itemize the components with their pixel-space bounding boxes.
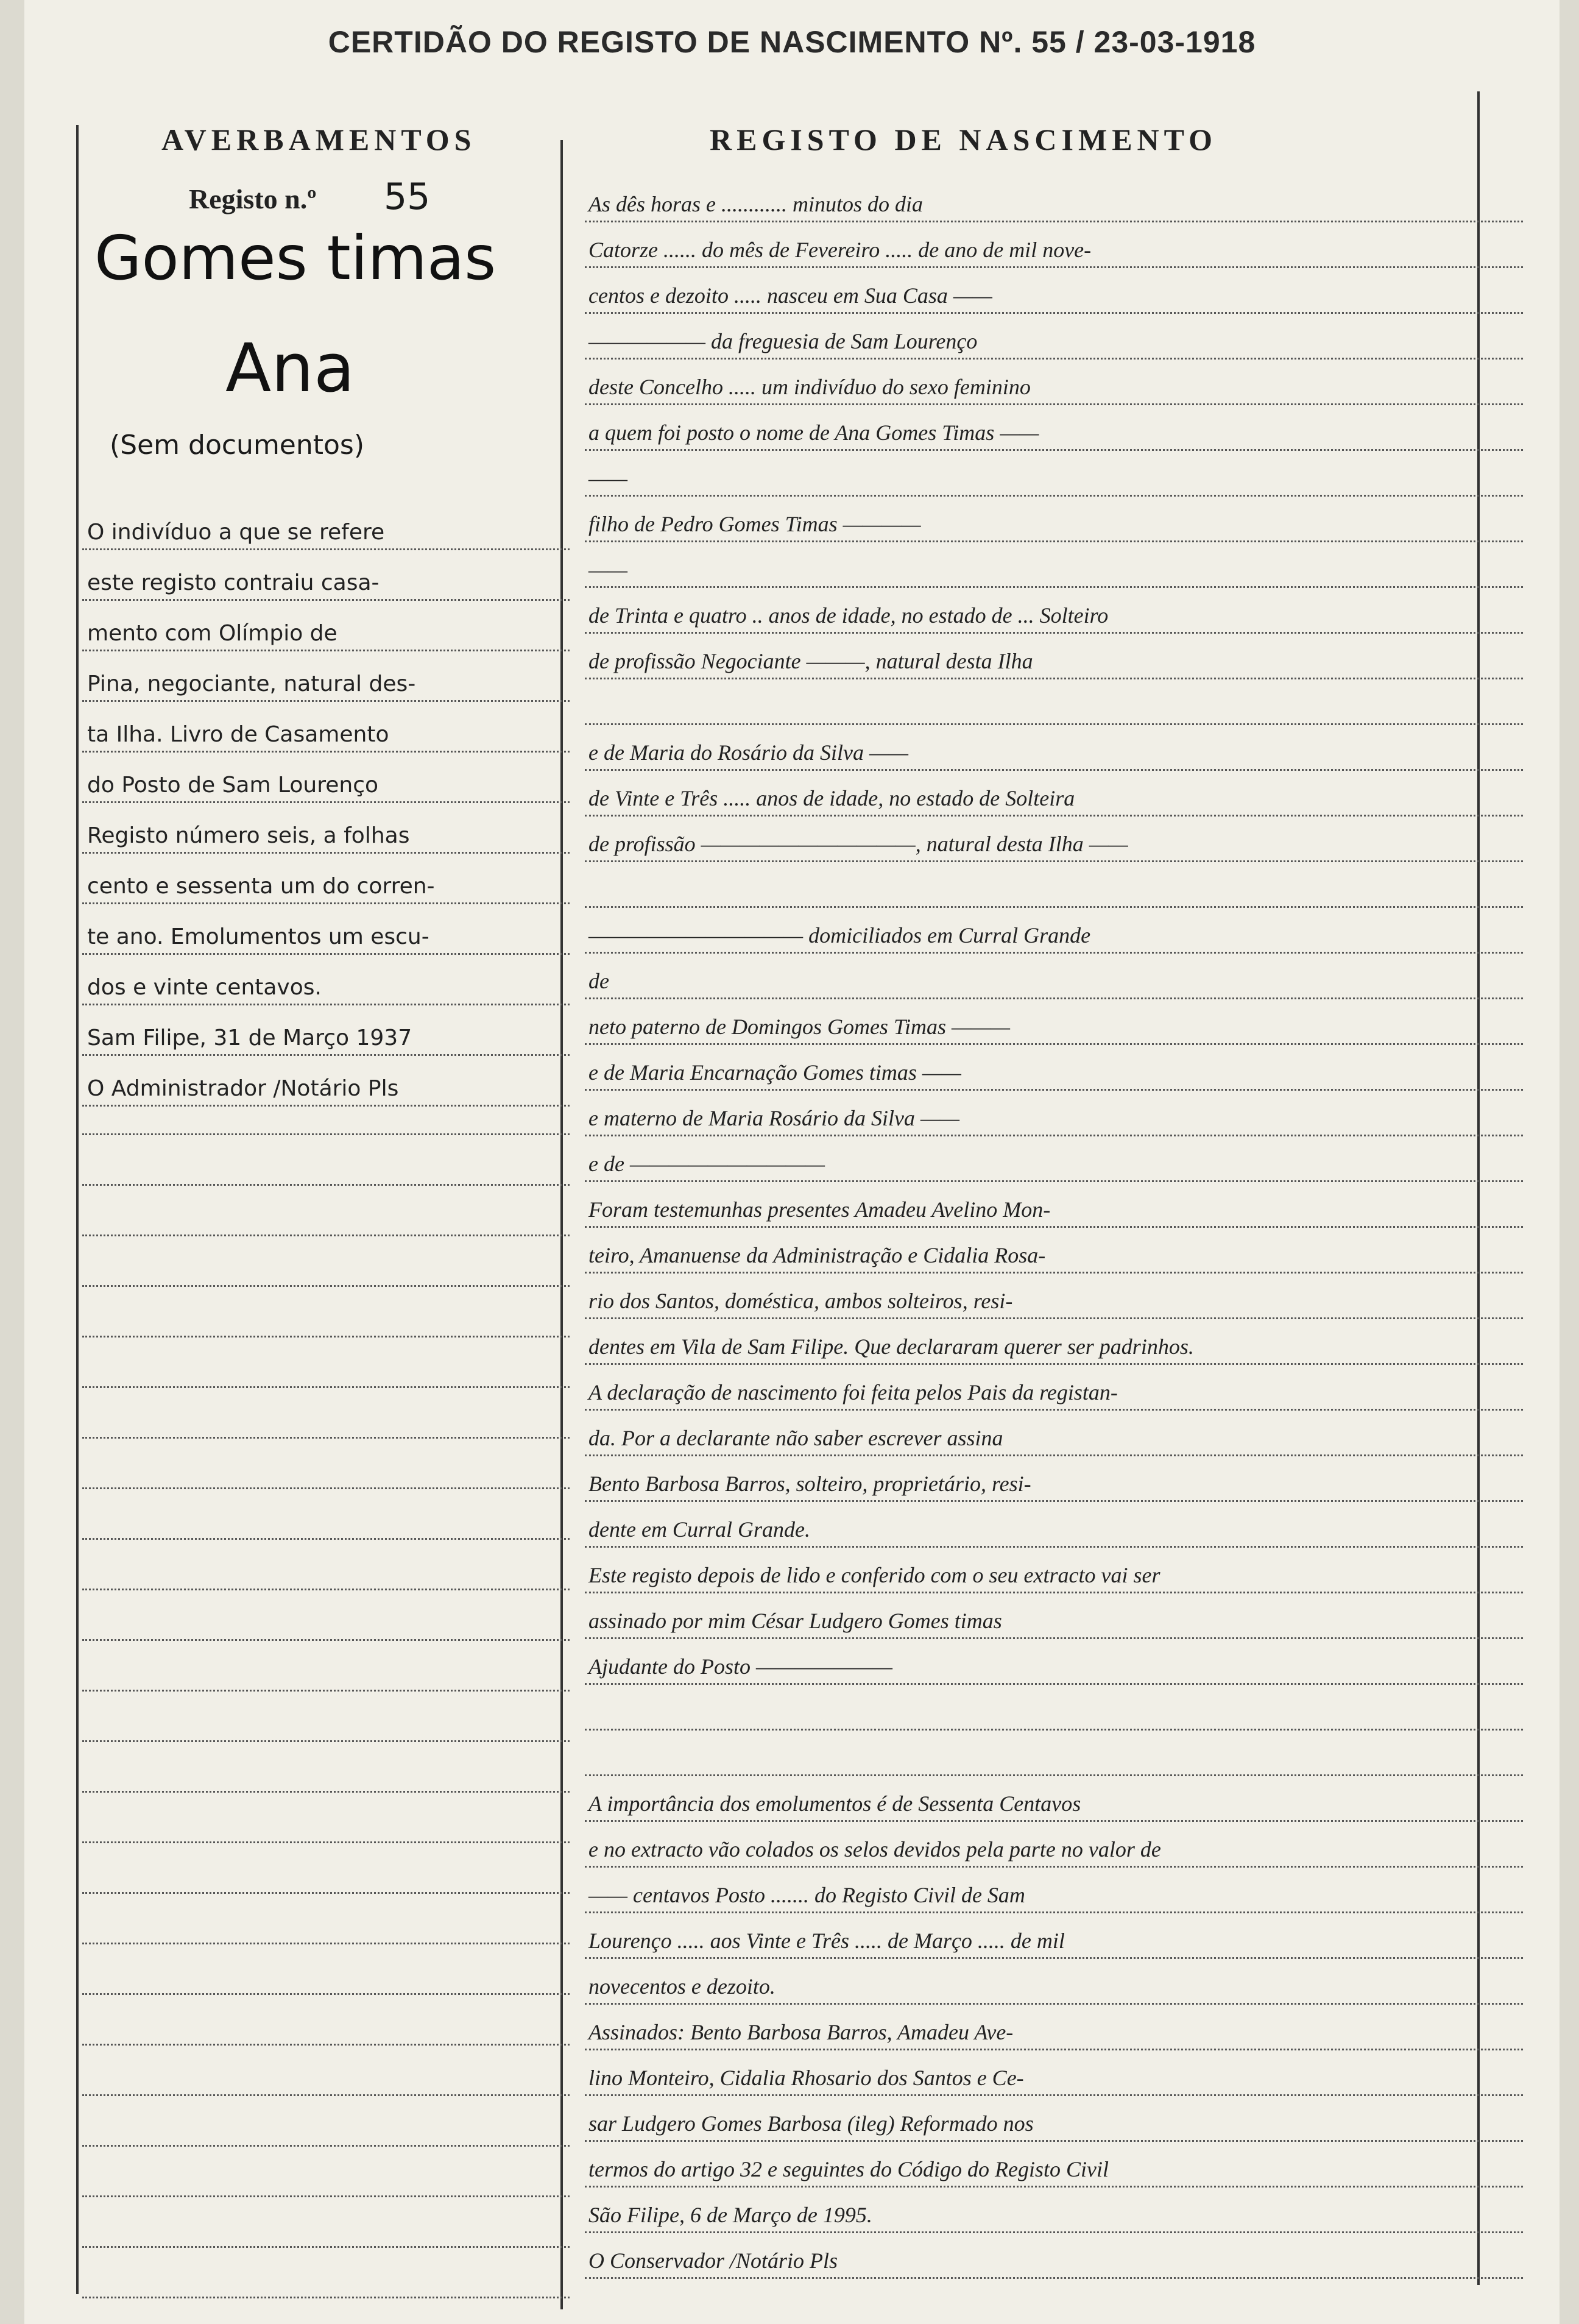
register-line: rio dos Santos, doméstica, ambos solteiros, resi- (585, 1274, 1523, 1319)
blank-line (82, 2096, 570, 2147)
averbamento-line: este registo contraiu casa- (82, 550, 570, 601)
blank-line (82, 1742, 570, 1793)
certificate-page (24, 0, 1560, 2324)
blank-line (82, 2147, 570, 2197)
blank-line (82, 1489, 570, 1540)
registo-number-value: 55 (384, 175, 431, 218)
register-line: —————— da freguesia de Sam Lourenço (585, 314, 1523, 360)
register-line: e no extracto vão colados os selos devidos pela parte no valor de (585, 1822, 1523, 1868)
register-line: assinado por mim César Ludgero Gomes timas (585, 1593, 1523, 1639)
register-line: deste Concelho ..... um indivíduo do sexo feminino (585, 360, 1523, 405)
register-line: de Trinta e quatro .. anos de idade, no estado de ... Solteiro (585, 588, 1523, 634)
register-line: Este registo depois de lido e conferido com o seu extracto vai ser (585, 1548, 1523, 1593)
averbamento-line: cento e sessenta um do corren- (82, 854, 570, 904)
register-line: —— centavos Posto ....... do Registo Civil de Sam (585, 1868, 1523, 1913)
register-line: ——————————— domiciliados em Curral Grande (585, 908, 1523, 954)
register-line: filho de Pedro Gomes Timas ———— (585, 497, 1523, 542)
register-line: Bento Barbosa Barros, solteiro, proprietário, resi- (585, 1456, 1523, 1502)
register-line: da. Por a declarante não saber escrever assina (585, 1411, 1523, 1456)
averbamento-line: te ano. Emolumentos um escu- (82, 904, 570, 955)
register-line: A declaração de nascimento foi feita pelos Pais da registan- (585, 1365, 1523, 1411)
register-line: O Conservador /Notário Pls (585, 2233, 1523, 2279)
register-line: centos e dezoito ..... nasceu em Sua Casa —— (585, 268, 1523, 314)
register-line: Ajudante do Posto ——————— (585, 1639, 1523, 1685)
averbamento-line: dos e vinte centavos. (82, 955, 570, 1005)
averbamento-line: O indivíduo a que se refere (82, 500, 570, 550)
blank-line (82, 1135, 570, 1186)
averbamento-line: do Posto de Sam Lourenço (82, 753, 570, 803)
register-line: As dês horas e ............ minutos do dia (585, 177, 1523, 222)
register-line: dente em Curral Grande. (585, 1502, 1523, 1548)
register-line: A importância dos emolumentos é de Sessenta Centavos (585, 1776, 1523, 1822)
register-line: —— (585, 451, 1523, 497)
register-line: a quem foi posto o nome de Ana Gomes Timas —— (585, 405, 1523, 451)
blank-line (82, 1337, 570, 1388)
register-line: dentes em Vila de Sam Filipe. Que declararam querer ser padrinhos. (585, 1319, 1523, 1365)
blank-line (82, 1186, 570, 1236)
register-line (585, 679, 1523, 725)
register-line: de profissão ———————————, natural desta Ilha —— (585, 817, 1523, 862)
blank-line (82, 2248, 570, 2298)
register-line: Assinados: Bento Barbosa Barros, Amadeu Ave- (585, 2005, 1523, 2050)
register-line (585, 862, 1523, 908)
register-line: termos do artigo 32 e seguintes do Código do Registo Civil (585, 2142, 1523, 2188)
blank-line (82, 1995, 570, 2046)
register-line: e de Maria do Rosário da Silva —— (585, 725, 1523, 771)
blank-line (82, 2046, 570, 2096)
blank-line (82, 1641, 570, 1692)
register-line: Foram testemunhas presentes Amadeu Avelino Mon- (585, 1182, 1523, 1228)
register-line: Lourenço ..... aos Vinte e Três ..... de Março ..... de mil (585, 1913, 1523, 1959)
blank-ruled-lines (82, 1085, 570, 2298)
register-line: e de Maria Encarnação Gomes timas —— (585, 1045, 1523, 1091)
register-line: Catorze ...... do mês de Fevereiro ..... de ano de mil nove- (585, 222, 1523, 268)
blank-line (82, 1590, 570, 1641)
blank-line (82, 1944, 570, 1995)
document-title: CERTIDÃO DO REGISTO DE NASCIMENTO Nº. 55 / 23-03-1918 (328, 25, 1256, 59)
blank-line (82, 1843, 570, 1894)
register-line: teiro, Amanuense da Administração e Cidalia Rosa- (585, 1228, 1523, 1274)
blank-line (82, 1236, 570, 1287)
left-border (76, 125, 79, 2294)
register-line (585, 1731, 1523, 1776)
register-line: novecentos e dezoito. (585, 1959, 1523, 2005)
birth-registration-text (585, 177, 1523, 2279)
given-name: Ana (225, 329, 355, 407)
registo-number-label: Registo n.º (189, 183, 317, 214)
averbamento-line: Registo número seis, a folhas (82, 803, 570, 854)
register-line: neto paterno de Domingos Gomes Timas ——— (585, 999, 1523, 1045)
register-line: sar Ludgero Gomes Barbosa (ileg) Reformado nos (585, 2096, 1523, 2142)
register-line: de (585, 954, 1523, 999)
blank-line (82, 1692, 570, 1742)
averbamento-line: mento com Olímpio de (82, 601, 570, 651)
averbamento-line: Pina, negociante, natural des- (82, 651, 570, 702)
blank-line (82, 1439, 570, 1489)
register-line: e de —————————— (585, 1136, 1523, 1182)
blank-line (82, 2197, 570, 2248)
register-line: São Filipe, 6 de Março de 1995. (585, 2188, 1523, 2233)
register-line (585, 1685, 1523, 1731)
register-line: e materno de Maria Rosário da Silva —— (585, 1091, 1523, 1136)
register-line: lino Monteiro, Cidalia Rhosario dos Santos e Ce- (585, 2050, 1523, 2096)
averbamento-line: Sam Filipe, 31 de Março 1937 (82, 1005, 570, 1056)
averbamento-line: ta Ilha. Livro de Casamento (82, 702, 570, 753)
blank-line (82, 1793, 570, 1843)
averbamento-line: O Administrador /Notário Pls (82, 1056, 570, 1107)
register-line: de profissão Negociante ———, natural desta Ilha (585, 634, 1523, 679)
register-line: —— (585, 542, 1523, 588)
averbamento-text (82, 500, 570, 1107)
registo-heading: REGISTO DE NASCIMENTO (710, 122, 1217, 157)
blank-line (82, 1287, 570, 1337)
blank-line (82, 1540, 570, 1590)
no-documents-note: (Sem documentos) (110, 430, 365, 461)
surname: Gomes timas (94, 222, 496, 294)
averbamentos-heading: AVERBAMENTOS (161, 122, 476, 157)
blank-line (82, 1894, 570, 1944)
blank-line (82, 1085, 570, 1135)
blank-line (82, 1388, 570, 1439)
register-line: de Vinte e Três ..... anos de idade, no estado de Solteira (585, 771, 1523, 817)
